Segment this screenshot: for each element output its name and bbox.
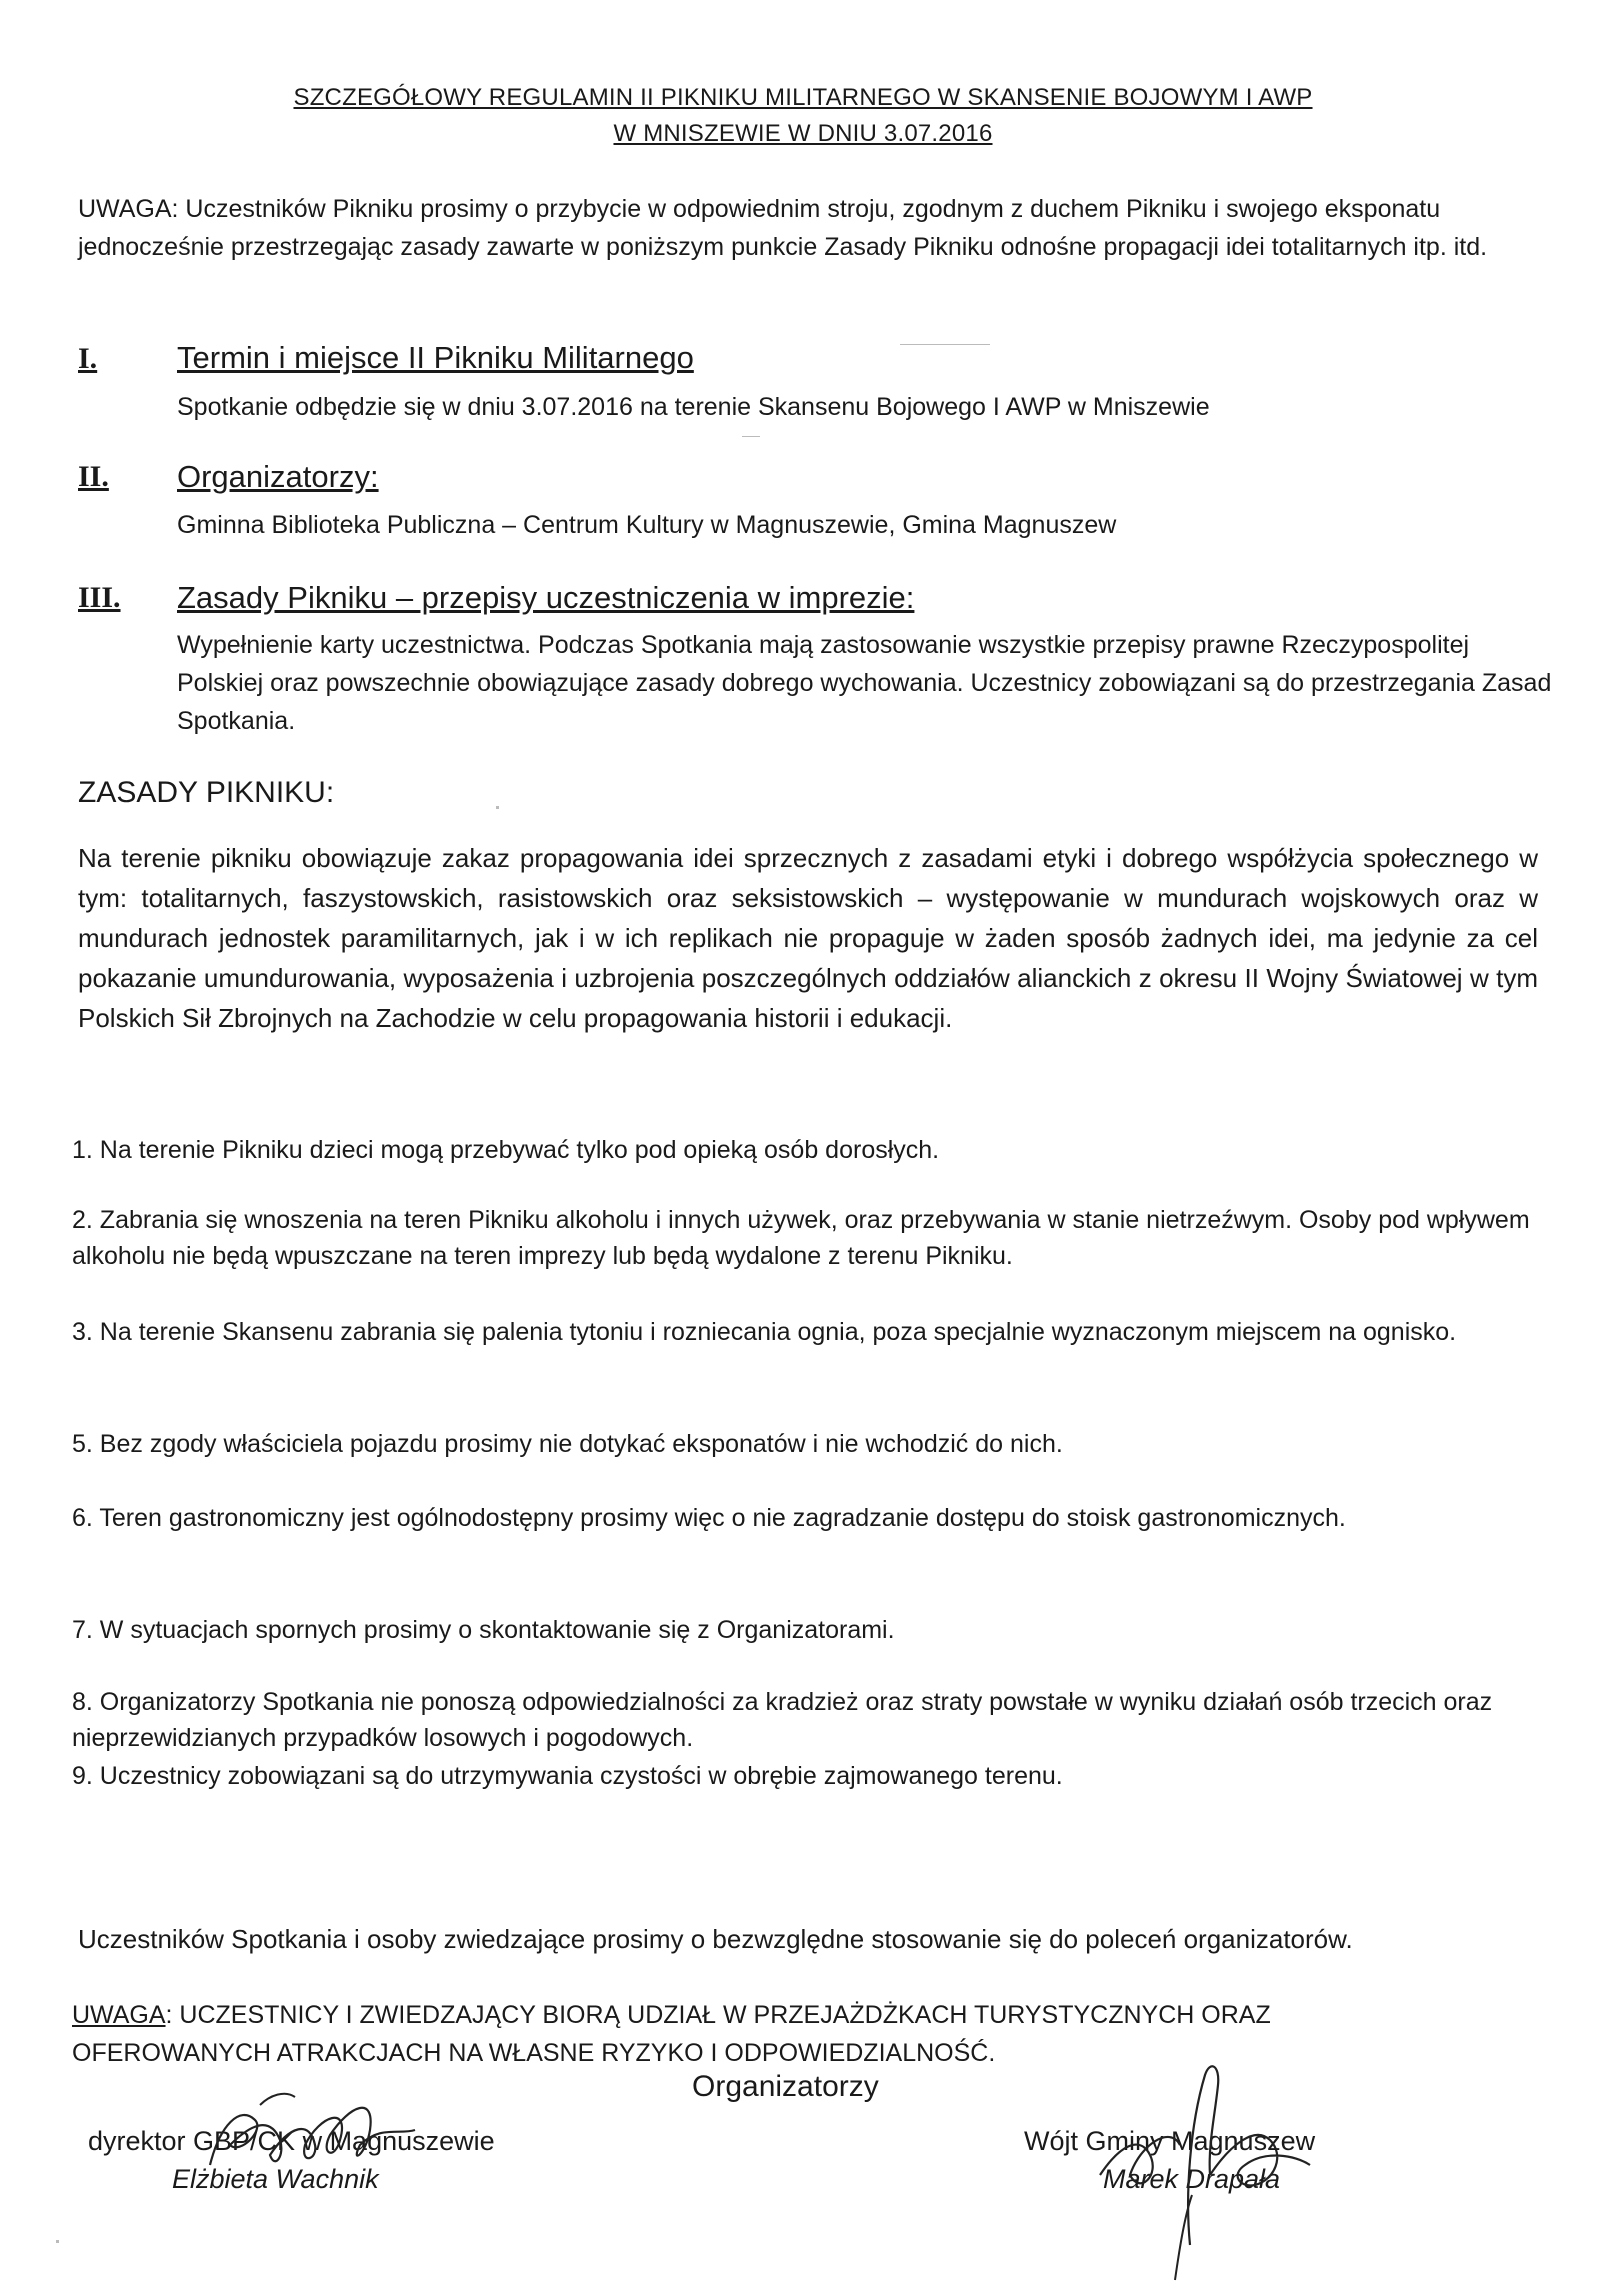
section-2-number: II. [78, 460, 109, 493]
handwritten-signature-left [200, 2085, 430, 2195]
rules-closing: Uczestników Spotkania i osoby zwiedzające prosimy o bezwzględne stosowanie się do poleceń organizatorów. [78, 1924, 1353, 1954]
scan-speck [56, 2240, 59, 2243]
rule-item: 9. Uczestnicy zobowiązani są do utrzymywania czystości w obrębie zajmowanego terenu. [72, 1762, 1063, 1790]
organizers-label: Organizatorzy [692, 2070, 879, 2103]
rule-item: 5. Bez zgody właściciela pojazdu prosimy nie dotykać eksponatów i nie wchodzić do nich. [72, 1430, 1063, 1458]
signatory-left-name: Elżbieta Wachnik [172, 2164, 379, 2194]
section-1-number: I. [78, 342, 98, 375]
rules-heading: ZASADY PIKNIKU: [78, 776, 335, 809]
scan-speck [900, 344, 990, 345]
warning-text: : UCZESTNICY I ZWIEDZAJĄCY BIORĄ UDZIAŁ W PRZEJAŻDŻKACH TURYSTYCZNYCH ORAZ OFEROWANYCH ATRAKCJACH NA WŁASNE RYZYKO I ODPOWIEDZIALNOŚĆ. [72, 2001, 1271, 2067]
section-1-title: Termin i miejsce II Pikniku Militarnego [177, 340, 694, 375]
section-3-number: III. [78, 581, 121, 614]
section-3-body: Wypełnienie karty uczestnictwa. Podczas Spotkania mają zastosowanie wszystkie przepisy prawne Rzeczypospolitej Polskiej oraz powszechnie obowiązujące zasady dobrego wychowania. Uczestnicy zobowiązani są do przestrzegania Zasad Spotkania. [177, 631, 1552, 735]
rule-item: 7. W sytuacjach spornych prosimy o skontaktowanie się z Organizatorami. [72, 1616, 895, 1644]
scan-speck [742, 436, 760, 437]
intro-note: UWAGA: Uczestników Pikniku prosimy o przybycie w odpowiednim stroju, zgodnym z duchem Pikniku i swojego eksponatu jednocześnie przestrzegając zasady zawarte w poniższym punkcie Zasady Pikniku odnośne propagacji idei totalitarnych itp. itd. [78, 195, 1488, 261]
rule-item: 6. Teren gastronomiczny jest ogólnodostępny prosimy więc o nie zagradzanie dostępu do stoisk gastronomicznych. [72, 1504, 1346, 1532]
warning-label: UWAGA [72, 2001, 166, 2029]
rule-item: 8. Organizatorzy Spotkania nie ponoszą odpowiedzialności za kradzież oraz straty powstałe w wyniku działań osób trzecich oraz nieprzewidzianych przypadków losowych i pogodowych. [72, 1688, 1493, 1752]
rule-item: 3. Na terenie Skansenu zabrania się palenia tytoniu i rozniecania ognia, poza specjalnie wyznaczonym miejscem na ognisko. [72, 1318, 1457, 1346]
scan-speck [496, 806, 499, 809]
document-title-line-1: SZCZEGÓŁOWY REGULAMIN II PIKNIKU MILITARNEGO W SKANSENIE BOJOWYM I AWP [293, 84, 1313, 111]
handwritten-signature-right [1080, 2045, 1340, 2285]
rule-item: 1. Na terenie Pikniku dzieci mogą przebywać tylko pod opieką osób dorosłych. [72, 1136, 940, 1164]
document-title-line-2: W MNISZEWIE W DNIU 3.07.2016 [613, 120, 993, 147]
signatory-right-name: Marek Drapała [1103, 2164, 1281, 2194]
signatory-right-role: Wójt Gminy Magnuszew [1024, 2126, 1316, 2156]
section-3-title: Zasady Pikniku – przepisy uczestniczenia w imprezie: [177, 580, 915, 615]
signatory-left-role: dyrektor GBP/CK w Magnuszewie [88, 2126, 495, 2156]
rule-item: 2. Zabrania się wnoszenia na teren Pikniku alkoholu i innych używek, oraz przebywania w stanie nietrzeźwym. Osoby pod wpływem alkoholu nie będą wpuszczane na teren imprezy lub będą wydalone z terenu Pikniku. [72, 1206, 1530, 1270]
section-2-title: Organizatorzy: [177, 459, 379, 494]
rules-intro: Na terenie pikniku obowiązuje zakaz propagowania idei sprzecznych z zasadami etyki i dobrego współżycia społecznego w tym: totalitarnych, faszystowskich, rasistowskich oraz seksistowskich – występowanie w mundurach wojskowych oraz w mundurach jednostek paramilitarnych, jak i w ich replikach nie propaguje w żaden sposób żadnych idei, ma jedynie za cel pokazanie umundurowania, wyposażenia i uzbrojenia poszczególnych oddziałów alianckich z okresu II Wojny Światowej w tym Polskich Sił Zbrojnych na Zachodzie w celu propagowania historii i edukacji. [78, 843, 1538, 1033]
section-1-body: Spotkanie odbędzie się w dniu 3.07.2016 na terenie Skansenu Bojowego I AWP w Mniszewie [177, 393, 1210, 421]
section-2-body: Gminna Biblioteka Publiczna – Centrum Kultury w Magnuszewie, Gmina Magnuszew [177, 511, 1117, 539]
